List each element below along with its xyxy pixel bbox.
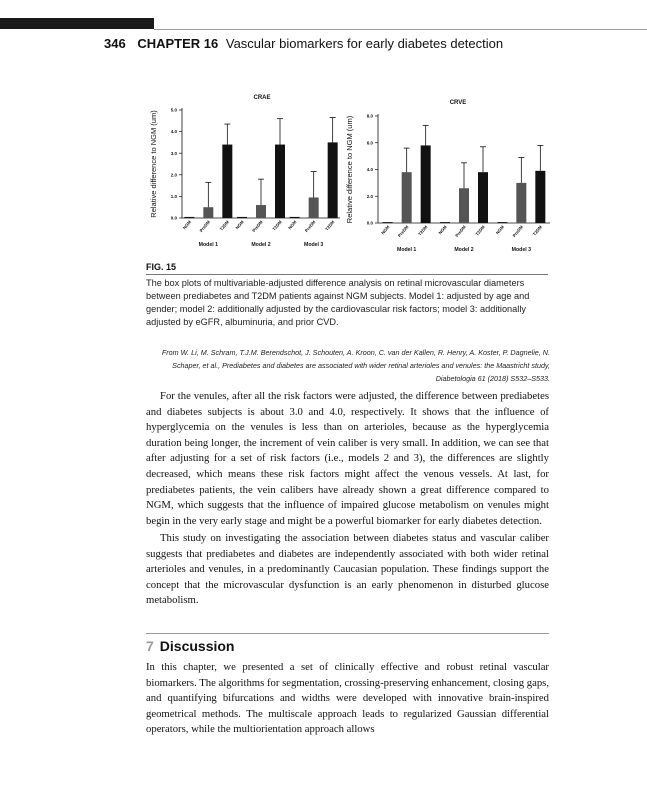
chart-crve-bar-ngm bbox=[440, 222, 450, 223]
chart-crae-bar-t2dm bbox=[222, 145, 232, 218]
chart-crve-ytick-label: 6.0 bbox=[366, 140, 373, 146]
chart-crae-category-label: NGM bbox=[234, 219, 245, 231]
chart-crae-title: CRAE bbox=[253, 95, 271, 101]
chart-crae-ytick-label: 2.0 bbox=[170, 172, 177, 178]
body-paragraph-2: This study on investigating the association between diabetes status and vascular caliber suggests that prediabetes and diabetes are independently associated with both wider retinal arterioles and venules, in a predominantly Caucasian population. These findings support the concept that the microvascular dysfunction is an early phenomenon in disturbed glucose metabolism. bbox=[146, 532, 549, 607]
section-rule bbox=[146, 633, 549, 634]
page-number: 346 bbox=[104, 36, 126, 51]
chart-crae-bar-ngm bbox=[237, 217, 247, 218]
chart-crae-ytick-label: 3.0 bbox=[170, 150, 177, 156]
section-title: Discussion bbox=[159, 638, 235, 654]
chart-crae-ytick-label: 5.0 bbox=[170, 107, 177, 113]
body-paragraph-3: In this chapter, we presented a set of clinically effective and robust retinal vascular biomarkers. The algorithms for segmentation, crossing-preserving enhancement, closing gaps, and quantifying bifurcations and widths were developed with innovative brain-inspired geometrical methods. The multiscale approach leads to regularized Gaussian differential operators, while the multiorientation approach allows bbox=[146, 661, 549, 736]
chart-crve-bar-predm bbox=[402, 172, 412, 223]
chart-crve-ytick-label: 0.0 bbox=[366, 220, 373, 226]
chart-crae-group-label: Model 1 bbox=[198, 242, 218, 248]
chart-crve-bar-predm bbox=[516, 183, 526, 223]
chart-crae-category-label: PreDM bbox=[251, 219, 264, 234]
chapter-title: Vascular biomarkers for early diabetes detection bbox=[225, 36, 504, 51]
chart-crae-category-label: T2DM bbox=[324, 219, 336, 232]
chart-crae-category-label: NGM bbox=[287, 219, 298, 231]
chart-crve-category-label: PreDM bbox=[396, 224, 410, 239]
chart-crve-group-label: Model 1 bbox=[397, 247, 417, 253]
chart-crve-bar-t2dm bbox=[478, 172, 488, 223]
chart-crae-ytick-label: 0.0 bbox=[170, 215, 177, 221]
chart-crve-group-label: Model 2 bbox=[454, 247, 474, 253]
chart-crae-group-label: Model 2 bbox=[251, 242, 271, 248]
chart-crve-category-label: NGM bbox=[437, 224, 448, 236]
figure-caption: The box plots of multivariable-adjusted difference analysis on retinal microvascular diameters between prediabetes and T2DM patients against NGM subjects. Model 1: adjusted by age and gender; model 2: additionally adjusted by the cardiovascular risk factors; model 3: additionally adjusted by eGFR, albuminuria, and prior CVD. bbox=[146, 278, 530, 327]
chart-crve-bar-t2dm bbox=[421, 145, 431, 223]
section-number: 7 bbox=[146, 638, 154, 654]
header-rule bbox=[154, 29, 647, 30]
chart-crve-ylabel: Relative difference to NGM (um) bbox=[345, 115, 354, 224]
chart-crae-bar-ngm bbox=[290, 217, 300, 218]
chart-crve-category-label: T2DM bbox=[474, 224, 486, 237]
chart-crve-bar-ngm bbox=[497, 222, 507, 223]
figure-label: FIG. 15 bbox=[146, 262, 177, 272]
chart-crve-category-label: NGM bbox=[380, 224, 391, 236]
running-head bbox=[104, 36, 503, 51]
body-paragraph-1: For the venules, after all the risk factors were adjusted, the difference between prediabetes and diabetes subjects is about 3.0 and 4.0, respectively. It shows that the influence of hyperglycemia on the venules is less than on arterioles, because as the hyperglycemia duration being longer, the increment of vein caliber is very small. In addition, we can see that after adjusting for a set of risk factors (i.e., models 2 and 3), the differences are slightly decreased, which means these risk factors might affect the venous vessels. At last, for prediabetes patients, the vein calibers have already shown a great difference compared to NGM, which suggests that the influence of impaired glucose metabolism on venules might begin in the very early stage and might be a powerful biomarker for early diabetes detection. bbox=[146, 390, 549, 527]
chart-crae-bar-t2dm bbox=[328, 142, 338, 218]
chart-crae-category-label: T2DM bbox=[271, 219, 283, 232]
chart-crve-category-label: T2DM bbox=[417, 224, 429, 237]
chart-crae-group-label: Model 3 bbox=[304, 242, 324, 248]
chart-crae-ytick-label: 4.0 bbox=[170, 129, 177, 135]
chart-crae-category-label: PreDM bbox=[303, 219, 317, 234]
figure-credit: From W. Li, M. Schram, T.J.M. Berendschot, J. Schouten, A. Kroon, C. van der Kallen, R. Henry, A. Koster, P. Dagnelie, N. Schaper, et al., Prediabetes and diabetes are associated with wider retinal arterioles and venules: the Maastricht study, Diabetologia 61 (2018) S532–S533. bbox=[161, 348, 550, 383]
figure-rule bbox=[146, 274, 548, 275]
chart-crve-category-label: PreDM bbox=[511, 224, 525, 239]
section-heading bbox=[146, 638, 235, 654]
chart-crve-bar-t2dm bbox=[535, 171, 545, 223]
chart-crae-bar-predm bbox=[309, 197, 319, 218]
chart-crve-bar-ngm bbox=[383, 222, 393, 223]
chapter-label: CHAPTER 16 bbox=[137, 36, 219, 51]
figure-15-charts bbox=[140, 90, 560, 260]
chart-crae-bar-predm bbox=[256, 205, 266, 218]
chart-crve-bar-predm bbox=[459, 188, 469, 223]
chart-crae-category-label: T2DM bbox=[218, 219, 231, 232]
chart-crve-category-label: NGM bbox=[494, 224, 506, 236]
chart-crve-title: CRVE bbox=[449, 100, 467, 106]
chart-crae-bar-t2dm bbox=[275, 145, 285, 218]
chart-crve-ytick-label: 4.0 bbox=[366, 167, 373, 173]
chart-crve-category-label: PreDM bbox=[454, 224, 467, 239]
chart-crve-category-label: T2DM bbox=[531, 224, 544, 237]
header-bar bbox=[0, 18, 154, 29]
chart-crae-category-label: PreDM bbox=[198, 219, 212, 234]
chart-crae-bar-ngm bbox=[184, 217, 194, 218]
chart-crve-ytick-label: 2.0 bbox=[366, 193, 373, 199]
chart-crve-group-label: Model 3 bbox=[511, 247, 531, 253]
chart-crae-ylabel: Relative difference to NGM (um) bbox=[149, 110, 158, 218]
chart-crae-ytick-label: 1.0 bbox=[170, 194, 177, 199]
chart-crve-ytick-label: 8.0 bbox=[366, 113, 373, 119]
chart-crae-bar-predm bbox=[203, 207, 213, 218]
chart-crae-category-label: NGM bbox=[181, 219, 193, 231]
